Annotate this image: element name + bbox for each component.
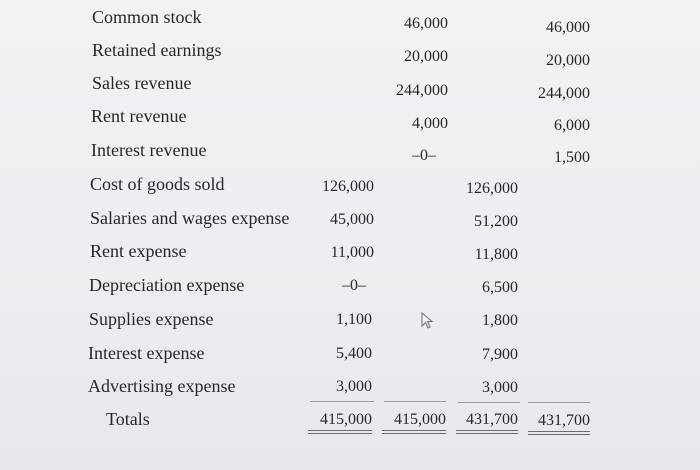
row-interest-expense-col3: 7,900	[482, 346, 518, 363]
row-common-stock-col2: 46,000	[404, 15, 448, 32]
total-double-rule-col3	[456, 430, 518, 434]
row-label-interest-revenue: Interest revenue	[91, 140, 207, 160]
row-rent-revenue-col2: 4,000	[412, 115, 448, 132]
total-double-rule-col4	[528, 431, 590, 435]
row-sales-revenue-col2: 244,000	[396, 82, 448, 99]
row-common-stock-col4: 46,000	[546, 19, 590, 36]
row-label-common-stock: Common stock	[92, 7, 202, 27]
row-retained-earnings-col2: 20,000	[404, 48, 448, 65]
total-double-rule-col2	[382, 430, 446, 434]
subtotal-rule-col3	[458, 402, 520, 403]
subtotal-rule-col1	[310, 401, 374, 402]
subtotal-rule-col2	[384, 401, 446, 402]
row-cost-of-goods-sold-col1: 126,000	[322, 178, 374, 195]
row-rent-expense-col1: 11,000	[330, 244, 374, 261]
row-label-salaries-and-wages-expense: Salaries and wages expense	[90, 208, 290, 228]
row-label-totals: Totals	[106, 409, 150, 429]
row-supplies-expense-col3: 1,800	[482, 312, 518, 329]
row-cost-of-goods-sold-col3: 126,000	[466, 180, 518, 197]
row-interest-revenue-col4: 1,500	[554, 149, 590, 166]
row-salaries-and-wages-expense-col1: 45,000	[330, 211, 374, 228]
row-supplies-expense-col1: 1,100	[336, 311, 372, 328]
row-label-interest-expense: Interest expense	[88, 343, 205, 363]
totals-col1: 415,000	[320, 411, 372, 428]
total-double-rule-col1	[308, 430, 372, 434]
row-label-rent-revenue: Rent revenue	[91, 106, 187, 126]
subtotal-rule-col4	[528, 402, 590, 403]
row-label-rent-expense: Rent expense	[90, 241, 187, 261]
row-sales-revenue-col4: 244,000	[538, 85, 590, 102]
row-salaries-and-wages-expense-col3: 51,200	[474, 213, 518, 230]
row-label-cost-of-goods-sold: Cost of goods sold	[90, 174, 225, 194]
totals-col3: 431,700	[466, 411, 518, 428]
totals-col4: 431,700	[538, 412, 590, 429]
row-label-sales-revenue: Sales revenue	[92, 73, 192, 93]
row-rent-revenue-col4: 6,000	[554, 117, 590, 134]
row-label-advertising-expense: Advertising expense	[88, 376, 236, 396]
row-label-depreciation-expense: Depreciation expense	[89, 275, 245, 295]
row-depreciation-expense-col1: –0–	[342, 277, 366, 294]
row-advertising-expense-col1: 3,000	[336, 378, 372, 395]
row-interest-revenue-col2: –0–	[412, 147, 436, 164]
row-depreciation-expense-col3: 6,500	[482, 279, 518, 296]
row-advertising-expense-col3: 3,000	[482, 379, 518, 396]
row-interest-expense-col1: 5,400	[336, 345, 372, 362]
row-rent-expense-col3: 11,800	[474, 246, 518, 263]
row-retained-earnings-col4: 20,000	[546, 52, 590, 69]
mouse-pointer-icon	[420, 312, 436, 330]
totals-col2: 415,000	[394, 411, 446, 428]
row-label-retained-earnings: Retained earnings	[92, 40, 222, 60]
row-label-supplies-expense: Supplies expense	[89, 309, 214, 329]
